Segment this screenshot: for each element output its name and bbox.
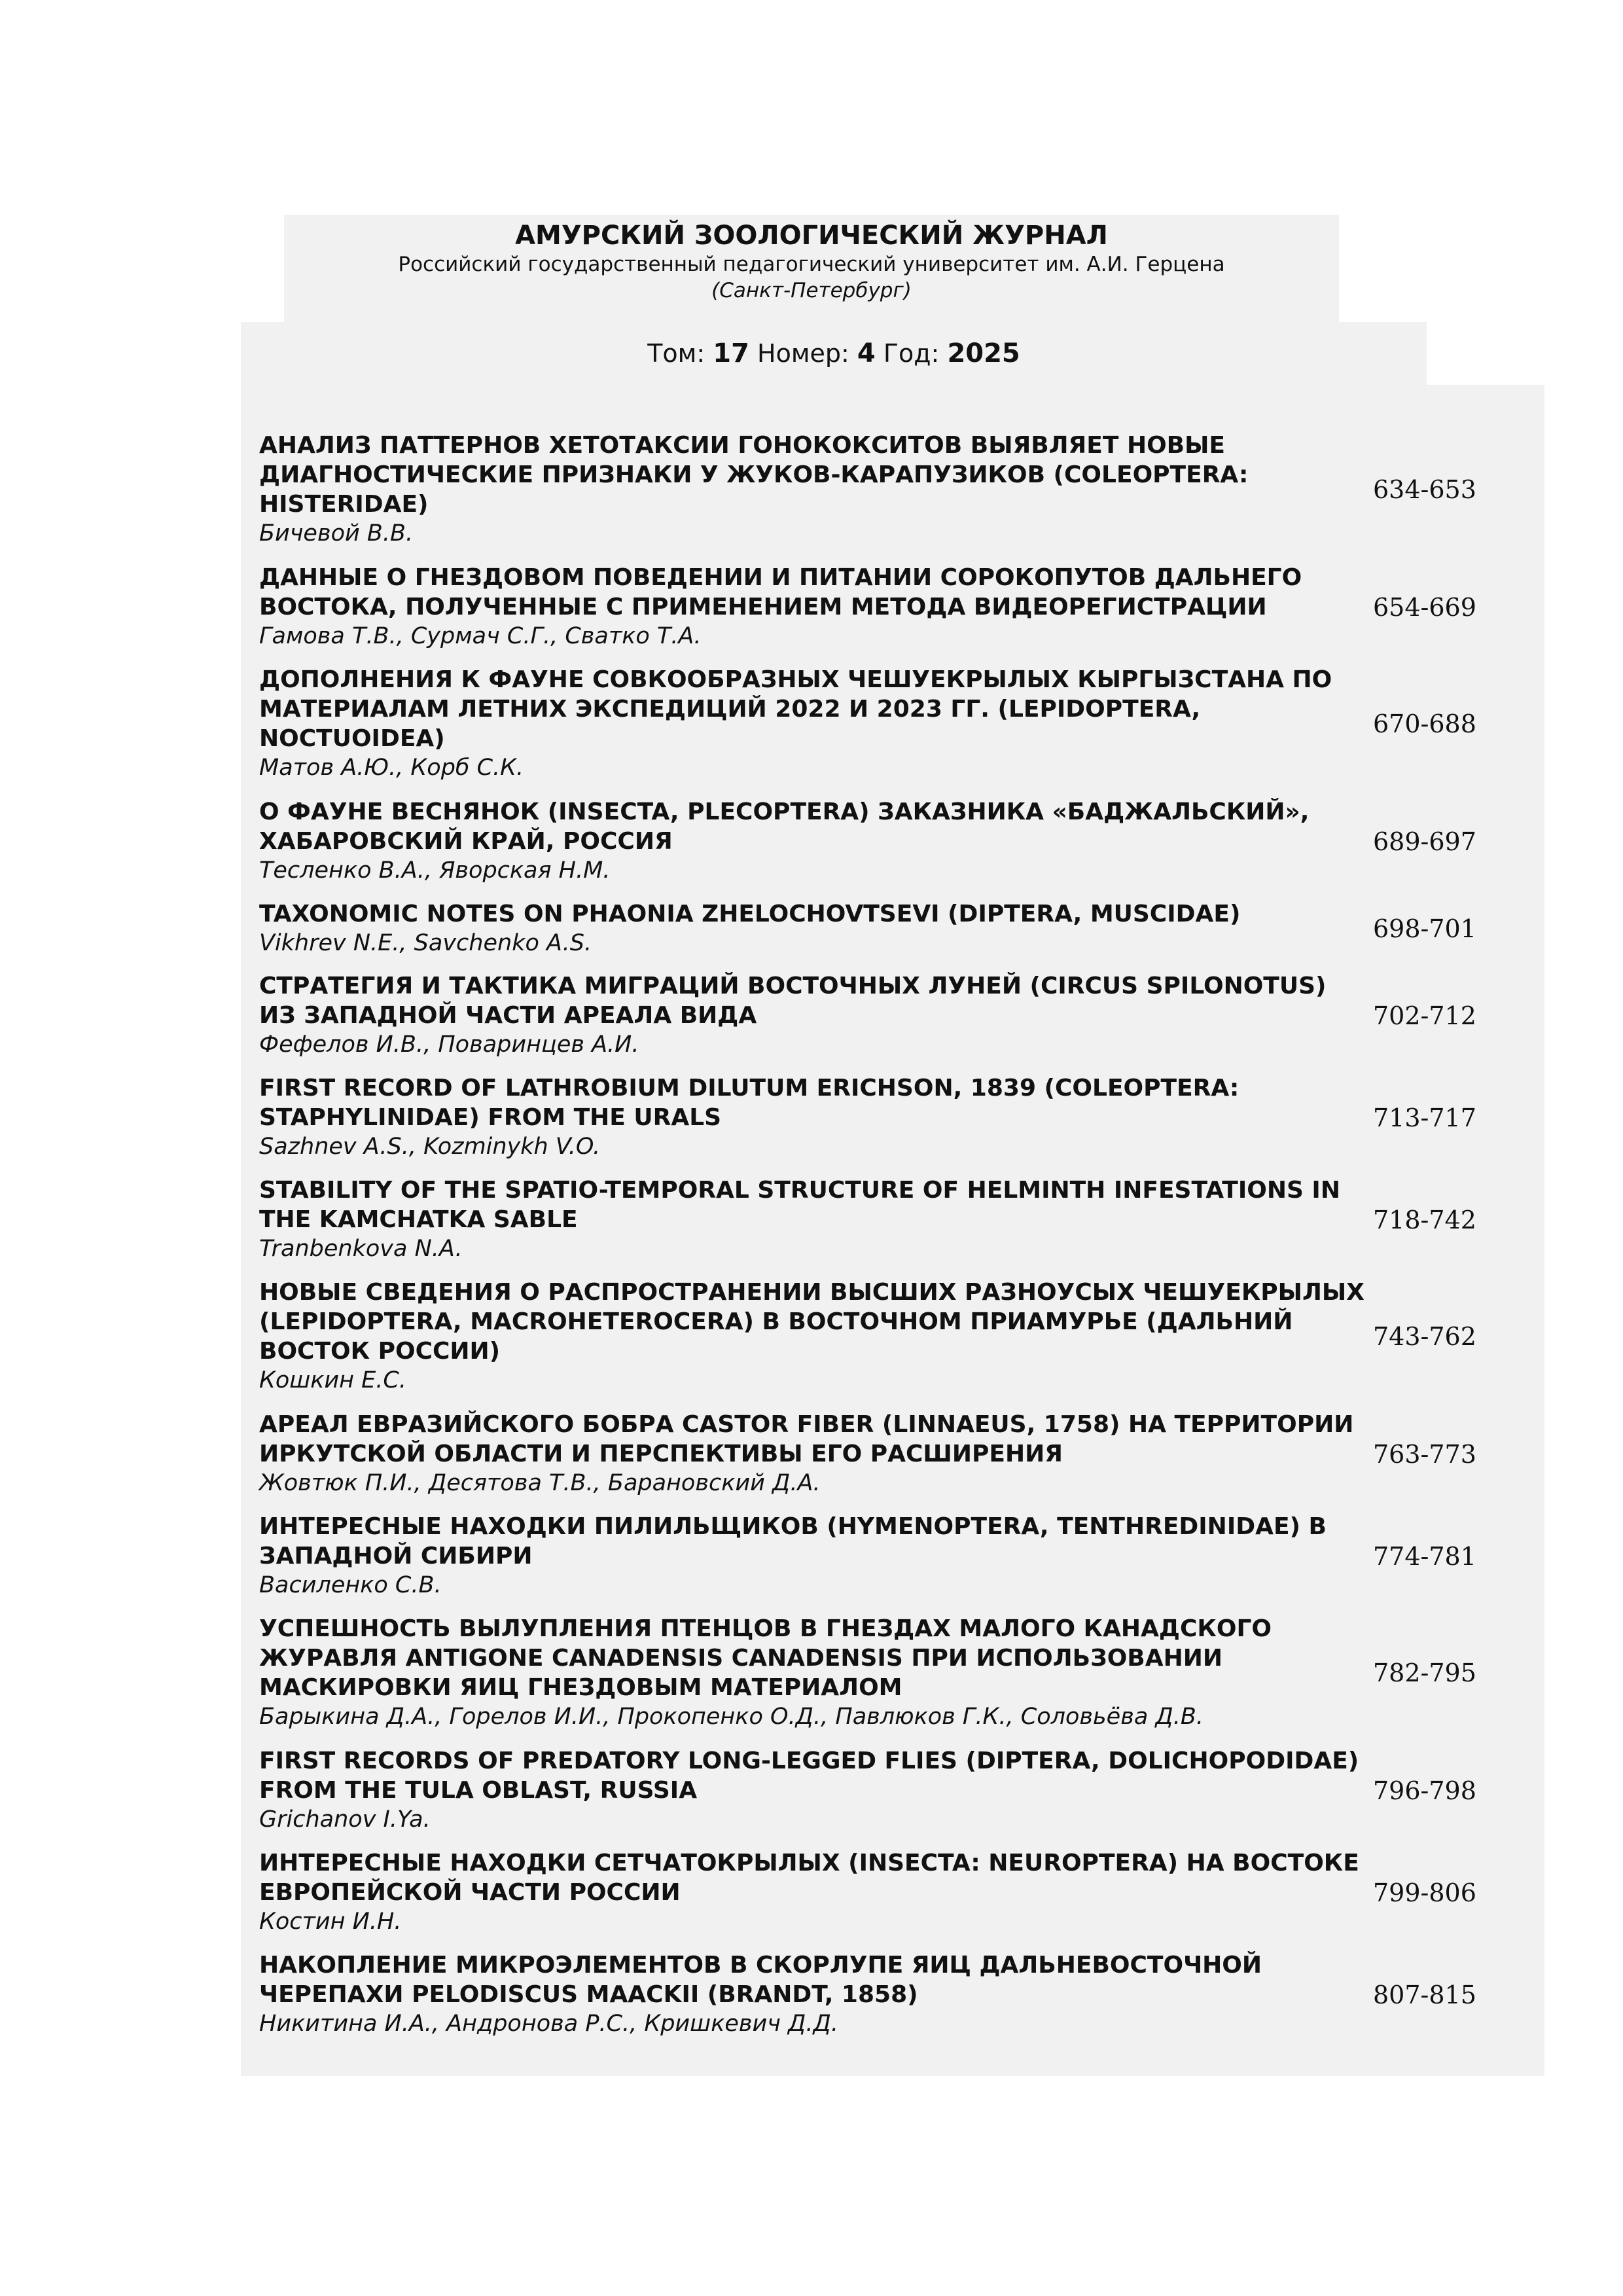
article-entry[interactable]: [259, 665, 1522, 783]
article-title[interactable]: НАКОПЛЕНИЕ МИКРОЭЛЕМЕНТОВ В СКОРЛУПЕ ЯИЦ ДАЛЬНЕВОСТОЧНОЙ ЧЕРЕПАХИ PELODISCUS MAACKII (BRANDT, 1858): [259, 1952, 1262, 2008]
article-entry[interactable]: [259, 1278, 1522, 1395]
article-authors: Бичевой В.В.: [259, 520, 414, 547]
article-entry[interactable]: [259, 1410, 1522, 1498]
article-entry[interactable]: [259, 1073, 1522, 1162]
article-entry[interactable]: [259, 971, 1522, 1060]
article-entry[interactable]: [259, 1512, 1522, 1600]
article-title[interactable]: ДОПОЛНЕНИЯ К ФАУНЕ СОВКООБРАЗНЫХ ЧЕШУЕКРЫЛЫХ КЫРГЫЗСТАНА ПО МАТЕРИАЛАМ ЛЕТНИХ ЭКСПЕДИЦИЙ 2022 И 2023 ГГ. (LEPIDOPTERA, NOCTUOIDEA): [259, 666, 1332, 752]
article-pages: 718-742: [1373, 1205, 1476, 1234]
article-title[interactable]: FIRST RECORDS OF PREDATORY LONG-LEGGED FLIES (DIPTERA, DOLICHOPODIDAE) FROM THE TULA OBLAST, RUSSIA: [259, 1748, 1359, 1804]
journal-header: [284, 215, 1339, 322]
article-pages: 634-653: [1373, 475, 1476, 504]
article-pages: 796-798: [1373, 1776, 1476, 1805]
article-title[interactable]: ДАННЫЕ О ГНЕЗДОВОМ ПОВЕДЕНИИ И ПИТАНИИ СОРОКОПУТОВ ДАЛЬНЕГО ВОСТОКА, ПОЛУЧЕННЫЕ С ПРИМЕНЕНИЕМ МЕТОДА ВИДЕОРЕГИСТРАЦИИ: [259, 564, 1302, 620]
article-authors: Vikhrev N.E., Savchenko A.S.: [259, 930, 592, 956]
article-authors: Костин И.Н.: [259, 1909, 402, 1935]
article-pages: 654-669: [1373, 592, 1476, 622]
article-entry[interactable]: [259, 1950, 1522, 2039]
article-authors: Фефелов И.В., Поваринцев А.И.: [259, 1031, 639, 1058]
article-entry[interactable]: [259, 1614, 1522, 1732]
article-title[interactable]: НОВЫЕ СВЕДЕНИЯ О РАСПРОСТРАНЕНИИ ВЫСШИХ РАЗНОУСЫХ ЧЕШУЕКРЫЛЫХ (LEPIDOPTERA, MACROHETEROCERA) В ВОСТОЧНОМ ПРИАМУРЬЕ (ДАЛЬНИЙ ВОСТОК РОССИИ): [259, 1279, 1364, 1365]
article-authors: Sazhnev A.S., Kozminykh V.O.: [259, 1134, 601, 1160]
article-pages: 702-712: [1373, 1001, 1476, 1030]
table-of-contents: [241, 385, 1544, 2076]
article-pages: 689-697: [1373, 827, 1476, 856]
article-title[interactable]: FIRST RECORD OF LATHROBIUM DILUTUM ERICHSON, 1839 (COLEOPTERA: STAPHYLINIDAE) FROM THE URALS: [259, 1075, 1240, 1131]
article-authors: Гамова Т.В., Сурмач С.Г., Сватко Т.А.: [259, 623, 702, 649]
year-value: 2025: [947, 338, 1020, 368]
city-name: (Санкт-Петербург): [711, 279, 912, 302]
article-authors: Барыкина Д.А., Горелов И.И., Прокопенко О.Д., Павлюков Г.К., Соловьёва Д.В.: [259, 1704, 1204, 1730]
article-title[interactable]: АРЕАЛ ЕВРАЗИЙСКОГО БОБРА CASTOR FIBER (LINNAEUS, 1758) НА ТЕРРИТОРИИ ИРКУТСКОЙ ОБЛАСТИ И ПЕРСПЕКТИВЫ ЕГО РАСШИРЕНИЯ: [259, 1411, 1354, 1467]
article-title[interactable]: СТРАТЕГИЯ И ТАКТИКА МИГРАЦИЙ ВОСТОЧНЫХ ЛУНЕЙ (CIRCUS SPILONOTUS) ИЗ ЗАПАДНОЙ ЧАСТИ АРЕАЛА ВИДА: [259, 973, 1327, 1029]
article-pages: 713-717: [1373, 1103, 1476, 1132]
issue-info: [241, 322, 1427, 385]
article-authors: Тесленко В.А., Яворская Н.М.: [259, 857, 611, 884]
issue-label: Номер:: [757, 339, 849, 368]
article-pages: 774-781: [1373, 1541, 1476, 1571]
article-entry[interactable]: [259, 1746, 1522, 1835]
article-entry[interactable]: [259, 1175, 1522, 1264]
article-authors: Никитина И.А., Андронова Р.С., Кришкевич Д.Д.: [259, 2011, 838, 2037]
year-label: Год:: [883, 339, 940, 368]
article-authors: Grichanov I.Ya.: [259, 1806, 431, 1833]
article-title[interactable]: TAXONOMIC NOTES ON PHAONIA ZHELOCHOVTSEVI (DIPTERA, MUSCIDAE): [259, 901, 1241, 927]
article-title[interactable]: УСПЕШНОСТЬ ВЫЛУПЛЕНИЯ ПТЕНЦОВ В ГНЕЗДАХ МАЛОГО КАНАДСКОГО ЖУРАВЛЯ ANTIGONE CANADENSIS CANADENSIS ПРИ ИСПОЛЬЗОВАНИИ МАСКИРОВКИ ЯИЦ ГНЕЗДОВЫМ МАТЕРИАЛОМ: [259, 1615, 1272, 1701]
article-title[interactable]: О ФАУНЕ ВЕСНЯНОК (INSECTA, PLECOPTERA) ЗАКАЗНИКА «БАДЖАЛЬСКИЙ», ХАБАРОВСКИЙ КРАЙ, РОССИЯ: [259, 798, 1310, 855]
article-pages: 807-815: [1373, 1980, 1476, 2009]
article-title[interactable]: АНАЛИЗ ПАТТЕРНОВ ХЕТОТАКСИИ ГОНОКОКСИТОВ ВЫЯВЛЯЕТ НОВЫЕ ДИАГНОСТИЧЕСКИЕ ПРИЗНАКИ У ЖУКОВ-КАРАПУЗИКОВ (COLEOPTERA: HISTERIDAE): [259, 432, 1249, 518]
article-pages: 799-806: [1373, 1878, 1476, 1907]
article-entry[interactable]: [259, 431, 1522, 548]
article-pages: 763-773: [1373, 1439, 1476, 1469]
volume-value: 17: [713, 338, 749, 368]
article-pages: 698-701: [1373, 914, 1476, 943]
article-title[interactable]: ИНТЕРЕСНЫЕ НАХОДКИ СЕТЧАТОКРЫЛЫХ (INSECTA: NEUROPTERA) НА ВОСТОКЕ ЕВРОПЕЙСКОЙ ЧАСТИ РОССИИ: [259, 1850, 1359, 1906]
journal-title: АМУРСКИЙ ЗООЛОГИЧЕСКИЙ ЖУРНАЛ: [515, 221, 1108, 251]
article-authors: Матов А.Ю., Корб С.К.: [259, 755, 524, 781]
article-entry[interactable]: [259, 797, 1522, 886]
article-pages: 743-762: [1373, 1322, 1476, 1351]
article-authors: Василенко С.В.: [259, 1572, 442, 1598]
article-title[interactable]: ИНТЕРЕСНЫЕ НАХОДКИ ПИЛИЛЬЩИКОВ (HYMENOPTERA, TENTHREDINIDAE) В ЗАПАДНОЙ СИБИРИ: [259, 1513, 1327, 1570]
article-entry[interactable]: [259, 563, 1522, 651]
article-entry[interactable]: [259, 1848, 1522, 1937]
issue-value: 4: [857, 338, 876, 368]
article-pages: 670-688: [1373, 709, 1476, 738]
article-pages: 782-795: [1373, 1659, 1476, 1687]
volume-label: Том:: [647, 339, 705, 368]
article-authors: Tranbenkova N.A.: [259, 1236, 463, 1262]
article-authors: Кошкин Е.С.: [259, 1367, 406, 1393]
article-entry[interactable]: [259, 899, 1522, 958]
article-title[interactable]: STABILITY OF THE SPATIO-TEMPORAL STRUCTURE OF HELMINTH INFESTATIONS IN THE KAMCHATKA SABLE: [259, 1177, 1340, 1233]
university-name: Российский государственный педагогический университет им. А.И. Герцена: [398, 253, 1225, 276]
article-authors: Жовтюк П.И., Десятова Т.В., Барановский Д.А.: [259, 1470, 821, 1496]
